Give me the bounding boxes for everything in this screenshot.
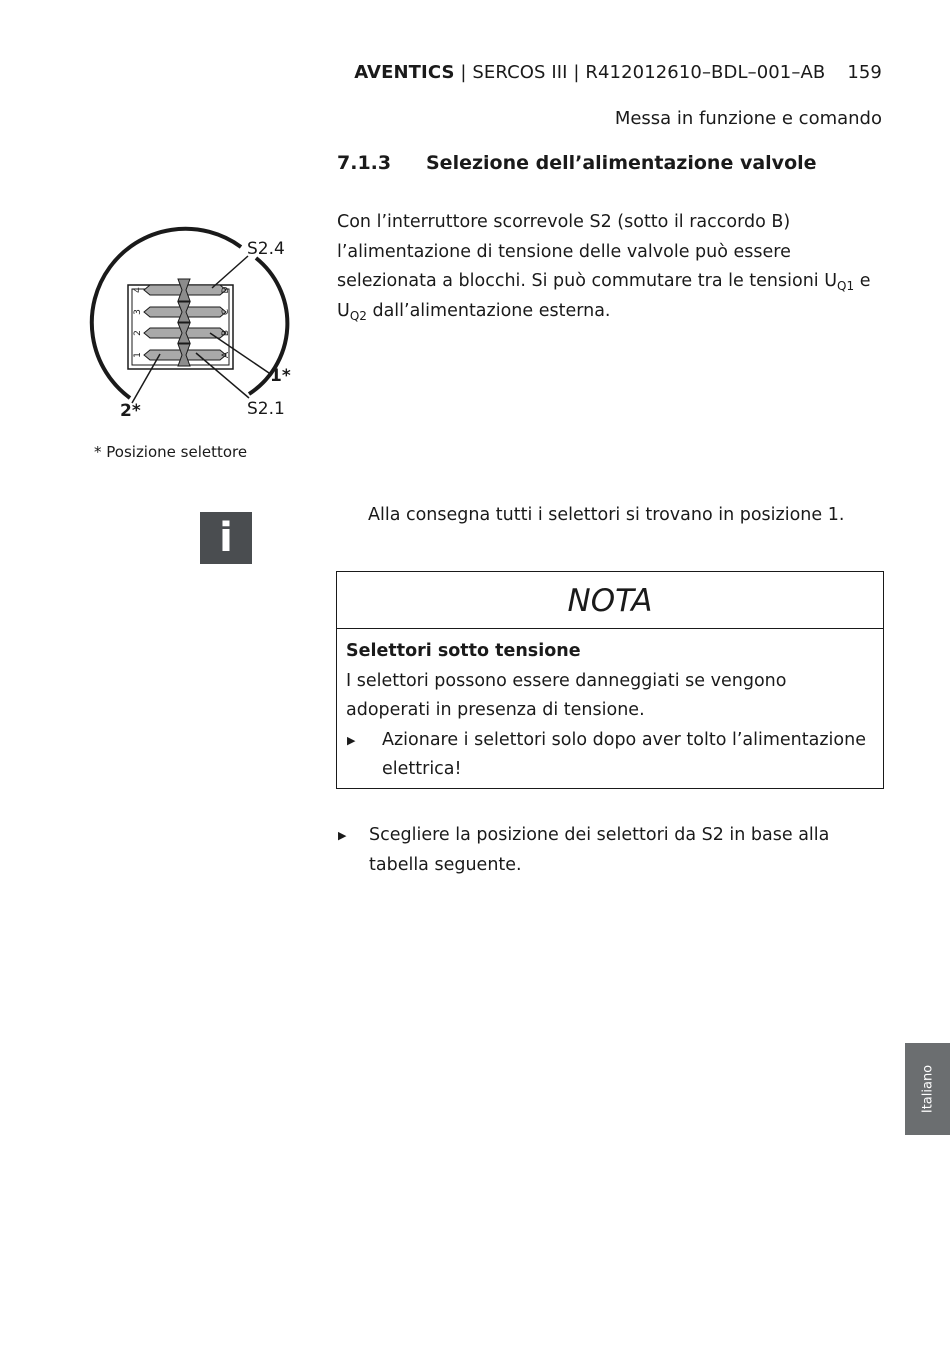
section-heading	[337, 152, 817, 174]
info-text: Alla consegna tutti i selettori si trovano in posizione 1.	[368, 505, 845, 525]
intro-text: Con l’interruttore scorrevole S2 (sotto il raccordo B) l’alimentazione di tensione delle valvole può essere selezionata a blocchi. Si può commutare tra le tensioni U	[337, 212, 838, 291]
running-header	[354, 62, 882, 83]
document-code: | SERCOS III | R412012610–BDL–001–AB	[454, 62, 826, 83]
step-bullet	[337, 821, 885, 880]
row-letter-d: D	[221, 286, 231, 294]
intro-text-mid: e U	[337, 271, 871, 321]
language-tab	[905, 1043, 950, 1135]
row-number-2: 2	[133, 330, 143, 336]
notice-text: I selettori possono essere danneggiati se vengono adoperati in presenza di tensione.	[346, 670, 787, 720]
step-text: Scegliere la posizione dei selettori da S2 in base alla tabella seguente.	[369, 825, 830, 875]
subscript-q1: Q1	[837, 279, 855, 293]
switch-diagram	[86, 226, 306, 426]
page-number: 159	[847, 62, 882, 83]
notice-box	[336, 571, 884, 789]
info-icon: i	[200, 512, 252, 564]
label-position-2: 2*	[120, 401, 141, 421]
notice-heading: Selettori sotto tensione	[346, 641, 581, 661]
instruction-step	[337, 821, 885, 880]
intro-text-end: dall’alimentazione esterna.	[366, 300, 611, 321]
row-letter-a: A	[221, 351, 231, 359]
chapter-title: Messa in funzione e comando	[614, 108, 882, 129]
label-s24: S2.4	[247, 239, 285, 259]
label-s21: S2.1	[247, 399, 285, 419]
label-position-1: 1*	[270, 366, 291, 386]
intro-paragraph	[337, 208, 885, 326]
language-label: Italiano	[920, 1064, 935, 1114]
bullet-arrow-icon: ▶	[338, 829, 347, 842]
notice-title: NOTA	[337, 572, 883, 629]
row-number-4: 4	[133, 287, 143, 293]
section-number: 7.1.3	[337, 152, 392, 174]
subscript-q2: Q2	[349, 308, 367, 323]
brand-name: AVENTICS	[354, 62, 455, 83]
notice-bullet-text: Azionare i selettori solo dopo aver tolto l’alimentazione elettrica!	[382, 729, 866, 779]
notice-body	[337, 629, 883, 785]
row-number-3: 3	[133, 309, 143, 315]
bullet-arrow-icon: ▶	[347, 733, 356, 747]
figure-caption: * Posizione selettore	[94, 443, 248, 461]
notice-bullet	[346, 726, 874, 785]
row-number-1: 1	[133, 352, 143, 358]
leader-s24	[212, 256, 248, 288]
row-letter-b: B	[221, 329, 231, 337]
section-title: Selezione dell’alimentazione valvole	[426, 152, 817, 174]
row-letter-c: C	[221, 308, 231, 316]
